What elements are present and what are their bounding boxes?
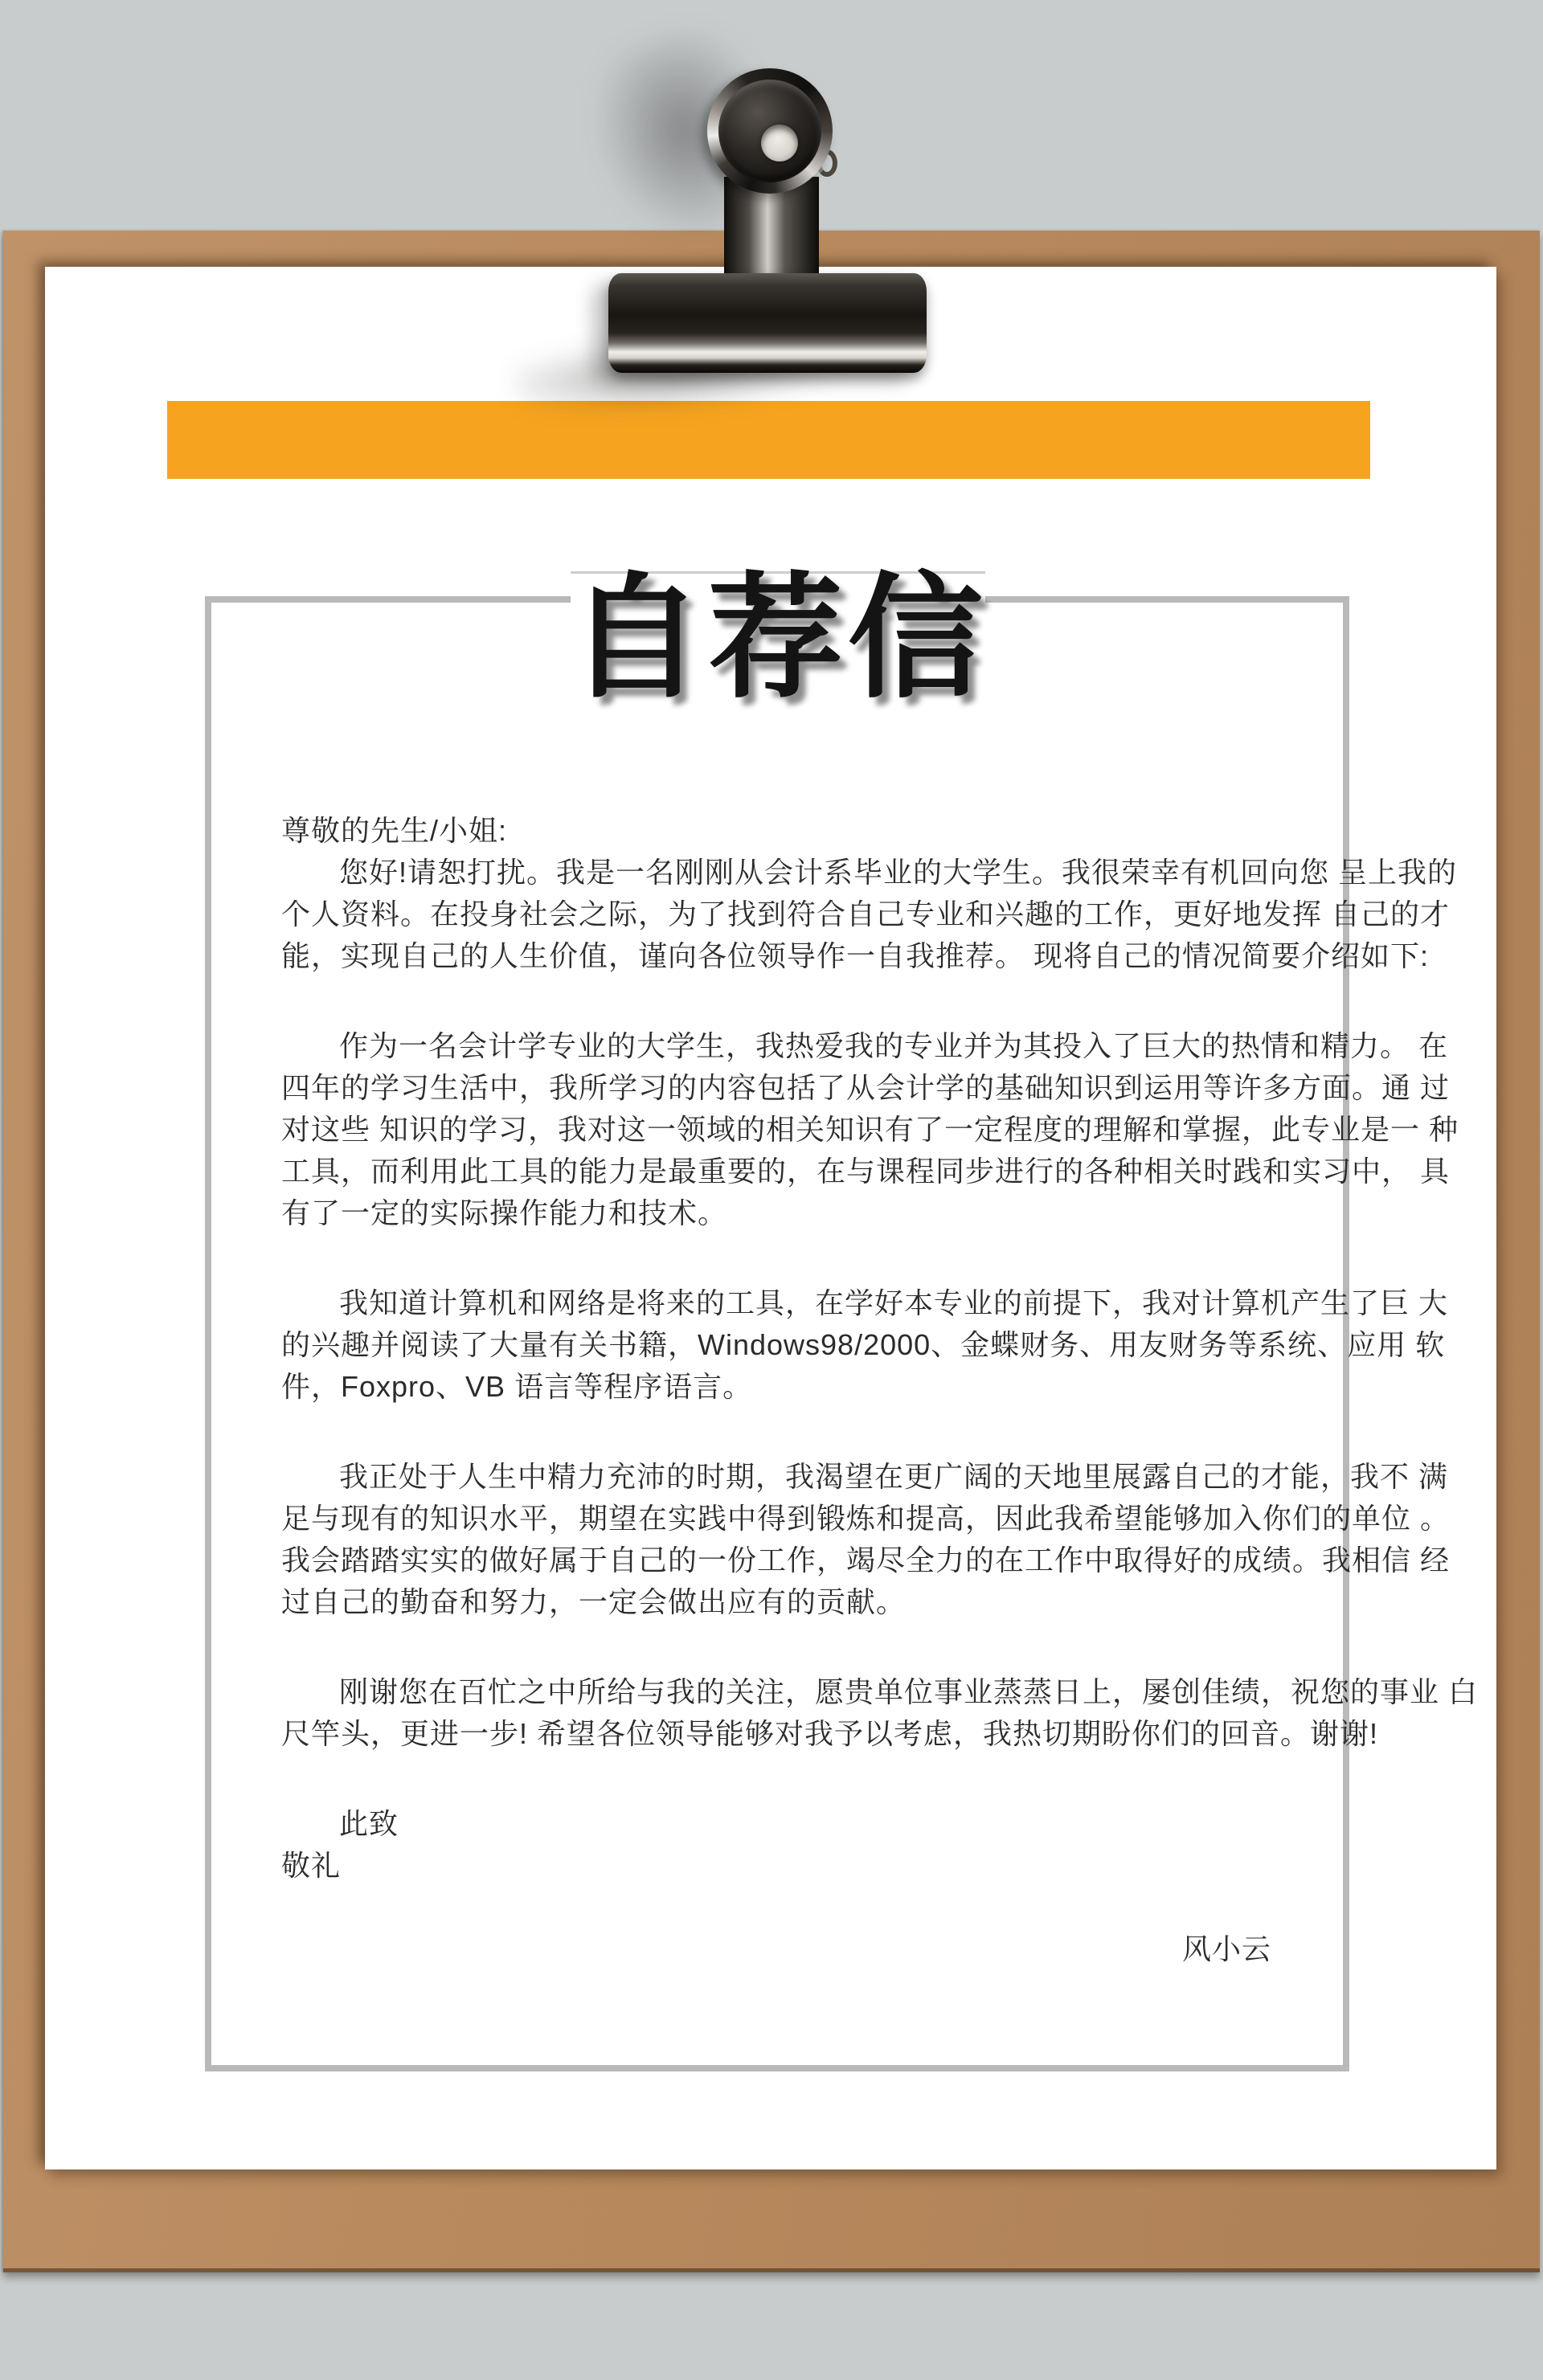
paragraph-line: 过自己的勤奋和努力，一定会做出应有的贡献。 xyxy=(281,1585,907,1618)
paragraph xyxy=(281,852,1458,977)
letter-paragraphs xyxy=(281,852,1479,1755)
binder-clip-hole xyxy=(761,125,798,162)
binder-clip-bar xyxy=(608,273,927,373)
paragraph-line: 四年的学习生活中，我所学习的内容包括了从会计学的基础知识到运用等许多方面。通 过 xyxy=(281,1071,1451,1104)
paragraph-line: 我会踏踏实实的做好属于自己的一份工作，竭尽全力的在工作中取得好的成绩。我相信 经 xyxy=(281,1544,1451,1576)
paragraph-line: 我正处于人生中精力充沛的时期，我渴望在更广阔的天地里展露自己的才能，我不 满 xyxy=(339,1460,1449,1493)
letter-body xyxy=(281,810,1479,1970)
paragraph-line: 足与现有的知识水平，期望在实践中得到锻炼和提高，因此我希望能够加入你们的单位 。 xyxy=(281,1502,1451,1535)
paragraph-line: 刚谢您在百忙之中所给与我的关注，愿贵单位事业蒸蒸日上，屡创佳绩，祝您的事业 白 xyxy=(339,1675,1479,1708)
paragraph xyxy=(281,1671,1479,1755)
binder-clip-icon xyxy=(707,68,833,194)
paragraph-line: 作为一名会计学专业的大学生，我热爱我的专业并为其投入了巨大的热情和精力。 在 xyxy=(339,1029,1449,1062)
paragraph-line: 有了一定的实际操作能力和技术。 xyxy=(281,1196,728,1229)
paragraph xyxy=(281,1456,1451,1623)
paragraph xyxy=(281,1282,1449,1408)
paragraph-line: 您好!请恕打扰。我是一名刚刚从会计系毕业的大学生。我很荣幸有机回向您 呈上我的 xyxy=(339,856,1458,889)
paragraph-line: 的兴趣并阅读了大量有关书籍，Windows98/2000、金蝶财务、用友财务等系统、应用 软 xyxy=(281,1328,1446,1361)
orange-header-bar xyxy=(167,401,1370,479)
paragraph-line: 件，Foxpro、VB 语言等程序语言。 xyxy=(281,1370,753,1403)
paragraph xyxy=(281,1025,1459,1234)
closing-cizhi: 此致 xyxy=(339,1807,399,1840)
signature: 风小云 xyxy=(1181,1932,1271,1965)
paragraph-line: 能，实现自己的人生价值，谨向各位领导作一自我推荐。 现将自己的情况简要介绍如下: xyxy=(281,939,1430,972)
binder-clip-ring xyxy=(718,80,821,182)
page-title: 自荐信 xyxy=(568,562,988,714)
paragraph-line: 对这些 知识的学习，我对这一领域的相关知识有了一定程度的理解和掌握，此专业是一 种 xyxy=(281,1113,1459,1146)
paragraph-line: 个人资料。在投身社会之际，为了找到符合自己专业和兴趣的工作，更好地发挥 自己的才 xyxy=(281,898,1451,930)
salutation: 尊敬的先生/小姐: xyxy=(281,814,508,847)
closing-jingli: 敬礼 xyxy=(281,1849,342,1882)
paragraph-line: 工具，而利用此工具的能力是最重要的，在与课程同步进行的各种相关时践和实习中， 具 xyxy=(281,1155,1451,1188)
paragraph-line: 我知道计算机和网络是将来的工具，在学好本专业的前提下，我对计算机产生了巨 大 xyxy=(339,1286,1449,1319)
paragraph-line: 尺竿头，更进一步! 希望各位领导能够对我予以考虑，我热切期盼你们的回音。谢谢! xyxy=(281,1717,1379,1750)
title-plate xyxy=(568,562,988,714)
